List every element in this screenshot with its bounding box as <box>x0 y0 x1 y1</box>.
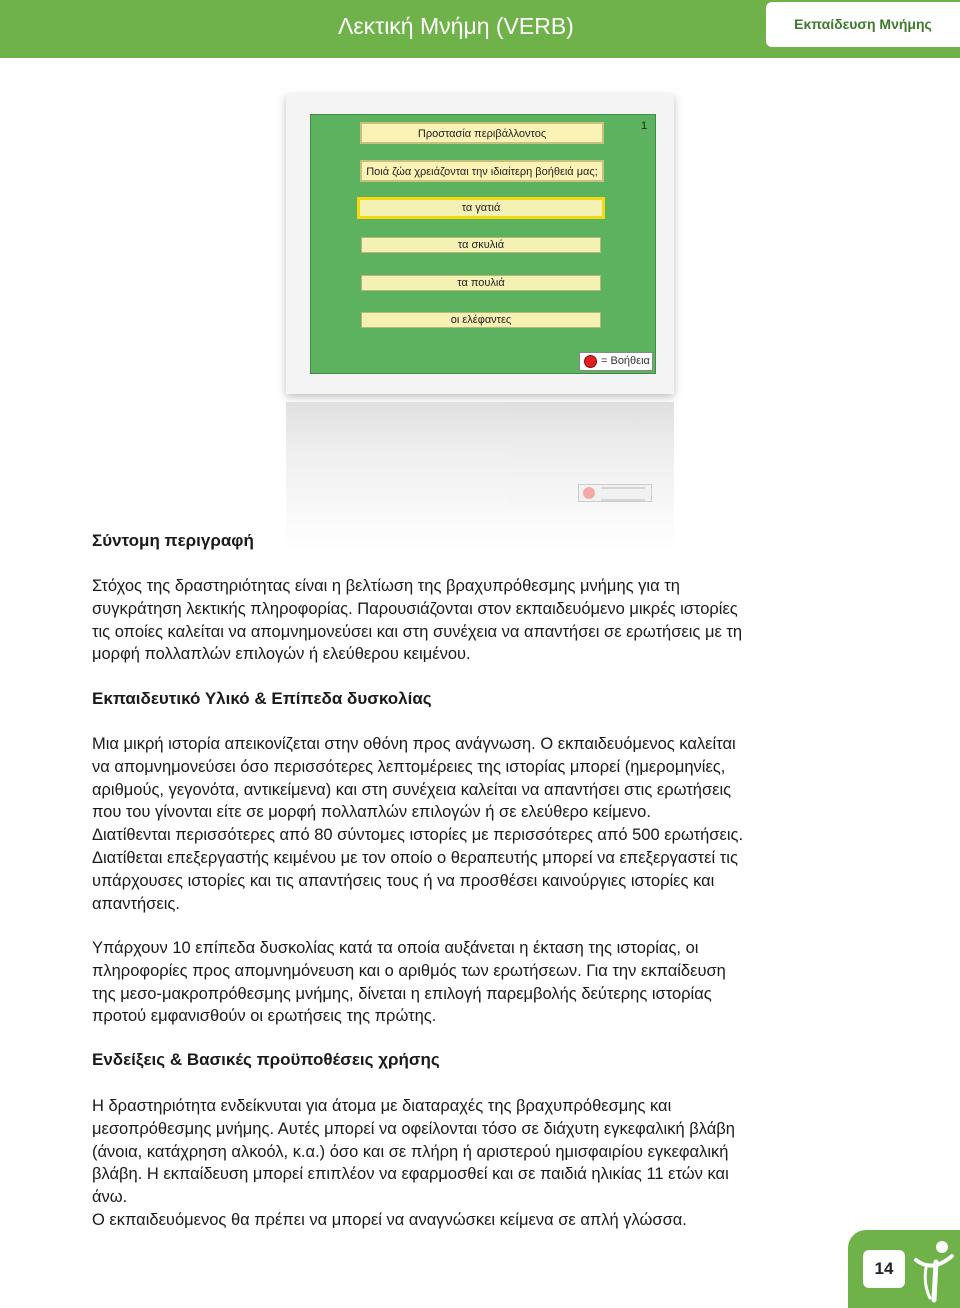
question-box: Ποιά ζώα χρειάζονται την ιδιαίτερη βοήθειά μας; <box>360 160 604 182</box>
text-line: που του γίνονται είτε σε μορφή πολλαπλών επιλογών ή σε ελεύθερο κείμενο. <box>92 803 651 822</box>
person-logo-icon <box>912 1238 956 1304</box>
screenshot-reflection <box>286 402 674 552</box>
text-line: αριθμούς, γεγονότα, αντικείμενα) και στη συνέχεια καλείται να απαντήσει στις ερωτήσεις <box>92 780 732 799</box>
material-text <box>92 733 882 915</box>
indications-heading: Ενδείξεις & Βασικές προϋποθέσεις χρήσης <box>92 1050 440 1069</box>
text-line: συγκράτηση λεκτικής πληροφορίας. Παρουσιάζονται στον εκπαιδευόμενο μικρές ιστορίες <box>92 599 738 618</box>
question-number: 1 <box>641 120 648 132</box>
short-description-text <box>92 575 882 666</box>
help-button[interactable] <box>579 352 653 371</box>
answer-option[interactable]: οι ελέφαντες <box>361 312 601 328</box>
material-heading: Εκπαιδευτικό Υλικό & Επίπεδα δυσκολίας <box>92 689 432 708</box>
page-header <box>0 0 960 58</box>
topic-box: Προστασία περιβάλλοντος <box>360 122 604 144</box>
text-line: προτού εμφανισθούν οι ερωτήσεις της πρώτης. <box>92 1007 437 1026</box>
text-line: Η δραστηριότητα ενδείκνυται για άτομα με διαταραχές της βραχυπρόθεσμης και <box>92 1097 672 1115</box>
text-line: Ο εκπαιδευόμενος θα πρέπει να μπορεί να αναγνώσκει κείμενα σε απλή γλώσσα. <box>92 1210 687 1229</box>
text-line: πληροφορίες προς απομνημόνευση και ο αριθμός των ερωτήσεων. Για την εκπαίδευση <box>92 961 726 980</box>
text-line: απαντήσεις. <box>92 894 180 913</box>
page-number: 14 <box>863 1250 905 1288</box>
answer-option[interactable]: τα πουλιά <box>361 275 601 291</box>
text-line: βλάβη. Η εκπαίδευση μπορεί επιπλέον να εφαρμοσθεί και σε παιδιά ηλικίας 11 ετών και <box>92 1165 729 1184</box>
text-line: υπάρχουσες ιστορίες και τις απαντήσεις τους ή να προσθέσει καινούργιες ιστορίες και <box>92 871 715 890</box>
text-line: να απομνημονεύσει όσο περισσότερες λεπτομέρειες της ιστορίας μπορεί (ημερομηνίες, <box>92 757 726 776</box>
text-line: μορφή πολλαπλών επιλογών ή ελεύθερου κειμένου. <box>92 645 471 664</box>
text-line: Μια μικρή ιστορία απεικονίζεται στην οθόνη προς ανάγνωση. Ο εκπαιδευόμενος καλείται <box>92 735 736 753</box>
indications-text <box>92 1095 882 1232</box>
text-line: της μεσο-μακροπρόθεσμης μνήμης, δίνεται η επιλογή παρεμβολής δεύτερης ιστορίας <box>92 984 712 1003</box>
text-line: Διατίθεται επεξεργαστής κειμένου με τον οποίο ο θεραπευτής μπορεί να επεξεργαστεί τις <box>92 848 738 867</box>
app-screenshot <box>286 94 674 394</box>
text-line: τις οποίες καλείται να απομνημονεύσει και στη συνέχεια να απαντήσει σε ερωτήσεις με τη <box>92 622 743 641</box>
reflected-help-label <box>601 487 645 501</box>
answer-option[interactable]: τα γατιά <box>357 197 605 219</box>
answer-option[interactable]: τα σκυλιά <box>361 237 601 253</box>
text-line: άνω. <box>92 1188 128 1207</box>
text-line: (άνοια, κατάχρηση αλκοόλ, κ.α.) όσο και σε πλήρη ή αριστερού ημισφαιρίου εγκεφαλική <box>92 1142 729 1161</box>
page-badge <box>848 1230 960 1308</box>
page-title: Λεκτική Μνήμη (VERB) <box>338 13 574 39</box>
text-line: Υπάρχουν 10 επίπεδα δυσκολίας κατά τα οποία αυξάνεται η έκταση της ιστορίας, οι <box>92 939 699 957</box>
section-tab: Εκπαίδευση Μνήμης <box>766 2 960 47</box>
help-label: = Βοήθεια <box>601 355 650 367</box>
quiz-panel <box>310 114 656 374</box>
reflected-help-dot-icon <box>583 487 595 499</box>
text-line: Διατίθενται περισσότερες από 80 σύντομες ιστορίες με περισσότερες από 500 ερωτήσεις. <box>92 826 744 845</box>
text-line: Στόχος της δραστηριότητας είναι η βελτίωση της βραχυπρόθεσμης μνήμης για τη <box>92 577 680 595</box>
short-description-heading: Σύντομη περιγραφή <box>92 531 254 550</box>
text-line: μεσοπρόθεσμης μνήμης. Αυτές μπορεί να οφείλονται τόσο σε διάχυτη εγκεφαλική βλάβη <box>92 1119 735 1138</box>
difficulty-text <box>92 937 882 1028</box>
reflected-help-button <box>578 484 652 502</box>
help-dot-icon <box>584 355 597 368</box>
